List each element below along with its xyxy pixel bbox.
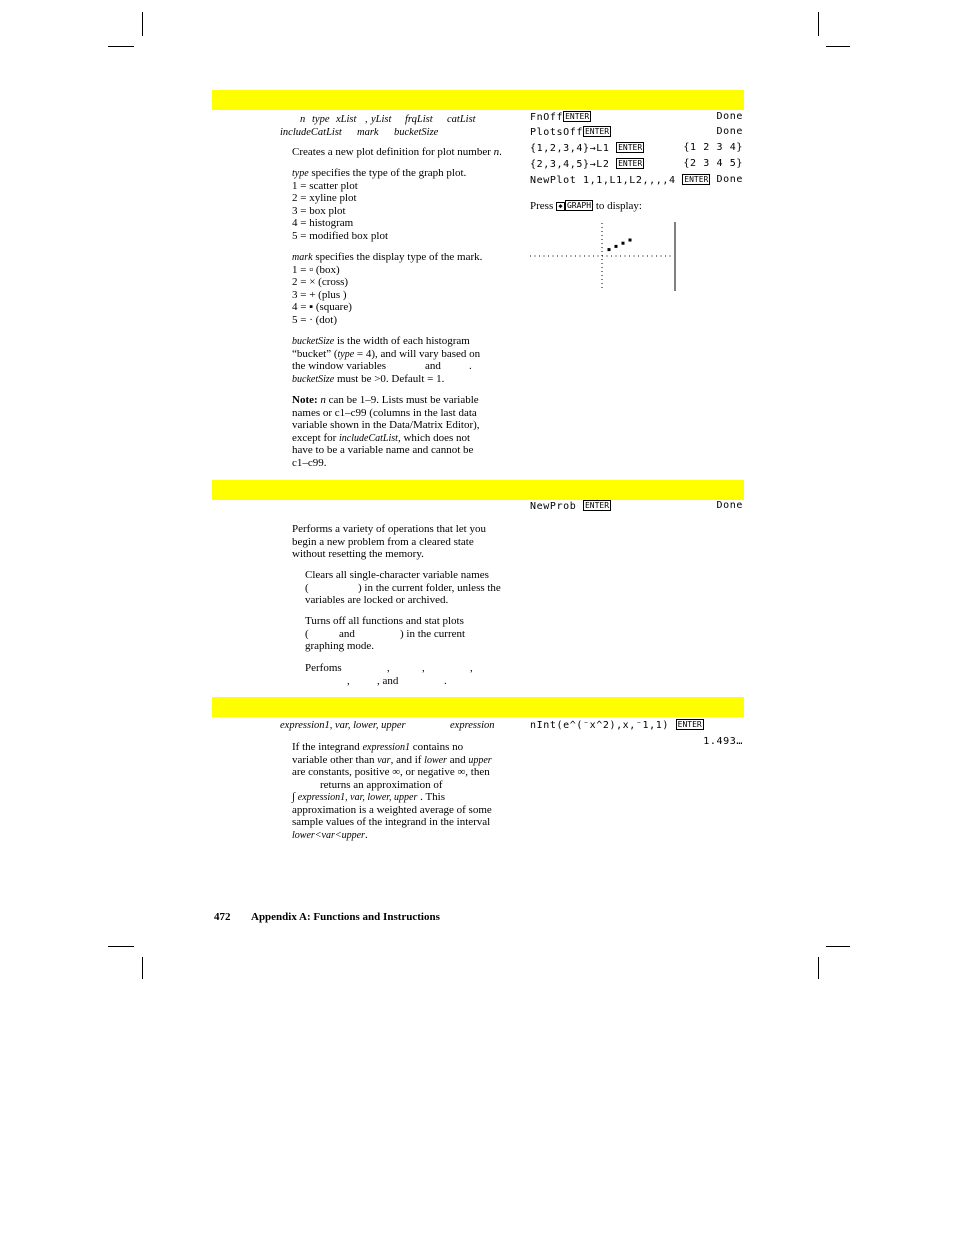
- enter-key-icon: ENTER: [584, 501, 610, 510]
- calc-line: nInt(e^(⁻x^2),x,⁻1,1) ENTER: [530, 720, 702, 731]
- enter-key-icon: ENTER: [584, 127, 610, 136]
- enter-key-icon: ENTER: [677, 720, 702, 729]
- list-item: 4 = ▪ (square): [292, 301, 352, 313]
- list-item: 5 = · (dot): [292, 313, 337, 326]
- crop-mark: [108, 46, 134, 47]
- newplot-mark-list: mark specifies the display type of the mark. 1 = ▫ (box) 2 = × (cross) 3 = + (plus ) 4 = ▪ (square) 5 = · (dot): [292, 251, 483, 326]
- enter-key-icon: ENTER: [618, 143, 643, 152]
- press-graph-instruction: Press ◆ GRAPH to display:: [530, 200, 642, 212]
- newplot-type-list: type specifies the type of the graph plot. 1 = scatter plot 2 = xyline plot 3 = box plot 4 = histogram 5 = modified box plot: [292, 167, 467, 242]
- newplot-note: Note: n can be 1–9. Lists must be variable names or c1–c99 (columns in the last data variable shown in the Data/Matrix Editor), except for includeCatList, which does not have to be a variable name and cannot be c1–c99.: [292, 394, 480, 469]
- plot-point: [615, 245, 618, 248]
- calc-line: NewPlot 1,1,L1,L2,,,,4 ENTER Done: [530, 174, 743, 186]
- newplot-bucketsize-note: bucketSize is the width of each histogram “bucket” (type = 4), and will vary based on the window variables and . bucketSize must be >0. Default = 1.: [292, 335, 481, 385]
- list-item: 5 = modified box plot: [292, 229, 389, 242]
- list-item: 3 = + (plus ): [292, 288, 347, 301]
- enter-key-icon: ENTER: [684, 175, 709, 184]
- graph-key-icon: GRAPH: [566, 201, 592, 210]
- nint-heading-bar: [212, 697, 744, 717]
- calc-line: NewProb ENTER Done: [530, 500, 743, 512]
- calc-line: {2,3,4,5}→L2 ENTER {2 3 4 5}: [530, 158, 743, 170]
- newplot-heading-bar: [212, 90, 744, 110]
- footer-title: Appendix A: Functions and Instructions: [251, 911, 440, 923]
- list-item: 3 = box plot: [292, 204, 346, 217]
- crop-mark: [826, 946, 850, 947]
- list-item: 2 = xyline plot: [292, 192, 357, 204]
- diamond-key-icon: ◆: [556, 202, 565, 211]
- plot-point: [622, 242, 625, 245]
- list-item: 2 = × (cross): [292, 276, 349, 288]
- calc-line: FnOff ENTER Done: [530, 111, 743, 123]
- plot-point: [629, 239, 632, 242]
- plot-point: [608, 248, 611, 251]
- crop-mark: [142, 12, 143, 36]
- newprob-description: Performs a variety of operations that let you begin a new problem from a cleared state without resetting the memory.: [292, 523, 486, 560]
- enter-key-icon: ENTER: [565, 112, 590, 121]
- nint-syntax-args: expression1, var, lower, upper: [280, 720, 406, 731]
- newprob-heading-bar: [212, 480, 744, 500]
- page-number: 472: [214, 911, 231, 923]
- histogram-plot: [530, 220, 678, 292]
- crop-mark: [826, 46, 850, 47]
- list-item: 4 = histogram: [292, 217, 354, 229]
- crop-mark: [142, 957, 143, 979]
- nint-description: If the integrand expression1 contains no variable other than var, and if lower and upper are constants, positive ∞, or negative ∞, then returns an approximation of ∫ expression1, var, lower, upper . This approximation is a weighted average of some sample values of the integrand in the interval lower<var<upper.: [292, 741, 492, 841]
- crop-mark: [818, 12, 819, 36]
- crop-mark: [108, 946, 134, 947]
- newprob-turns-off-item: Turns off all functions and stat plots ( and ) in the current graphing mode.: [305, 615, 466, 652]
- nint-syntax-result: expression: [450, 720, 495, 731]
- enter-key-icon: ENTER: [618, 159, 643, 168]
- calc-result-line: 1.493…: [703, 736, 743, 747]
- newprob-clears-item: Clears all single-character variable names ( ) in the current folder, unless the variables are locked or archived.: [305, 569, 501, 606]
- newplot-description: Creates a new plot definition for plot number n.: [292, 146, 502, 158]
- calc-line: PlotsOff ENTER Done: [530, 126, 743, 138]
- list-item: 1 = ▫ (box): [292, 263, 340, 276]
- crop-mark: [818, 957, 819, 979]
- list-item: 1 = scatter plot: [292, 179, 358, 192]
- newprob-performs-item: Perfoms , , , , , and .: [305, 662, 473, 687]
- calc-line: {1,2,3,4}→L1 ENTER {1 2 3 4}: [530, 142, 743, 154]
